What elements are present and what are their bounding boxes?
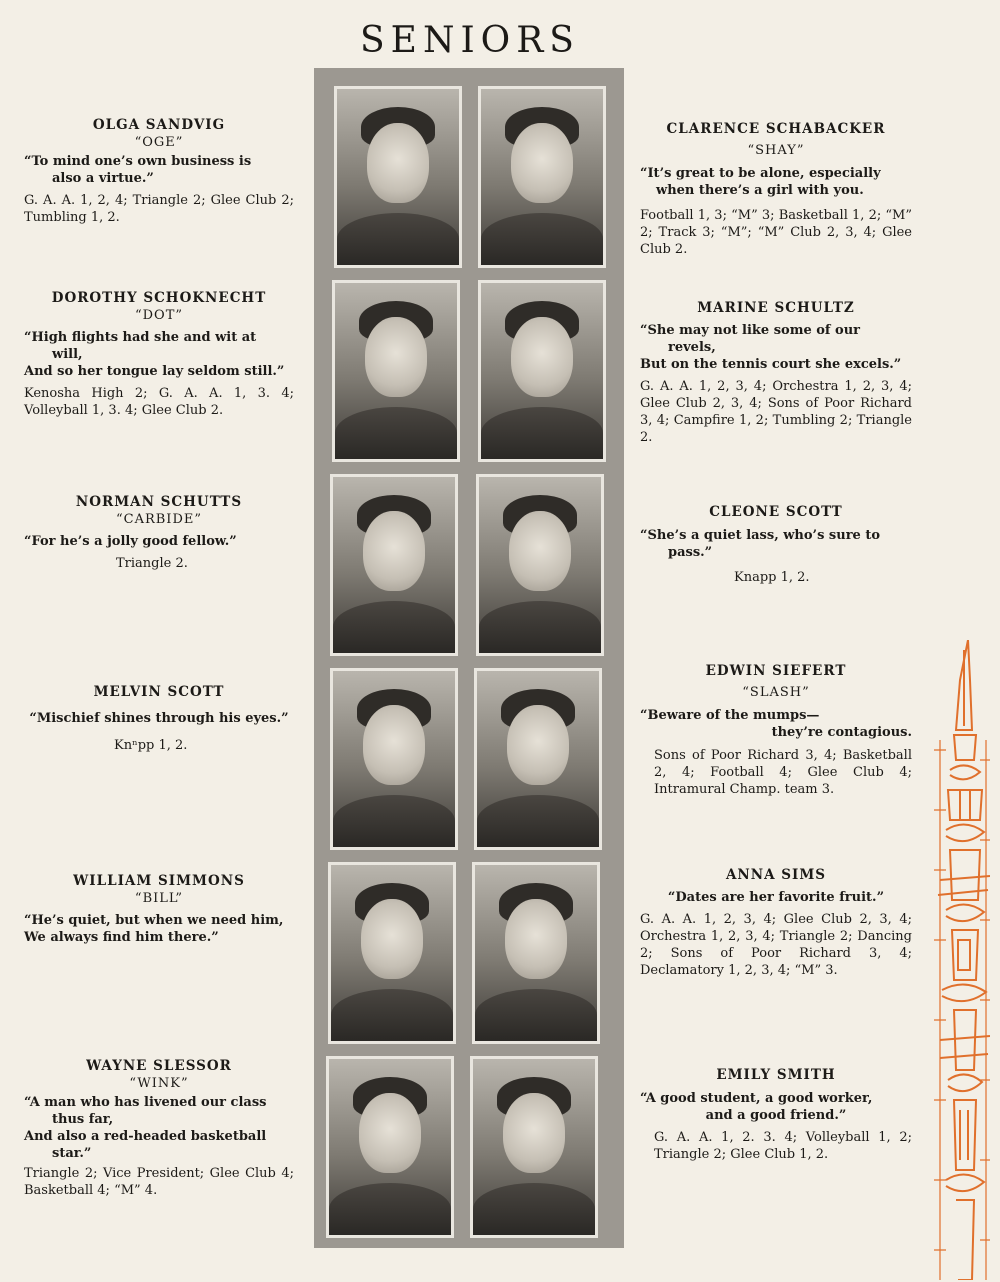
portrait-photo <box>334 86 462 268</box>
senior-activities: Triangle 2; Vice President; Glee Club 4; Basketball 4; “M” 4. <box>24 1166 294 1198</box>
senior-activities: Triangle 2. <box>116 556 188 571</box>
senior-activities: G. A. A. 1, 2, 4; Triangle 2; Glee Club 2; Tumbling 1, 2. <box>24 193 294 225</box>
portrait-photo <box>330 668 458 850</box>
senior-name: NORMAN SCHUTTS <box>75 494 243 510</box>
senior-entry <box>640 1067 912 1163</box>
senior-nickname: “SHAY” <box>747 143 805 158</box>
senior-activities: Kenosha High 2; G. A. A. 1, 3. 4; Volleyball 1, 3. 4; Glee Club 2. <box>24 386 294 418</box>
senior-entry <box>640 867 912 979</box>
senior-entry <box>640 121 912 258</box>
senior-quote: “A good student, a good worker, and a good friend.” <box>640 1091 873 1123</box>
senior-entry <box>24 1058 294 1199</box>
senior-entry <box>24 494 294 572</box>
senior-quote: “It’s great to be alone, especially when there’s a girl with you. <box>640 166 881 198</box>
senior-activities: Knⁿpp 1, 2. <box>114 738 188 753</box>
senior-name: EMILY SMITH <box>716 1067 836 1083</box>
senior-quote: “For he’s a jolly good fellow.” <box>24 534 237 549</box>
portrait-photo <box>476 474 604 656</box>
senior-entry <box>640 663 912 798</box>
senior-name: ANNA SIMS <box>725 867 827 883</box>
portrait-photo <box>332 280 460 462</box>
senior-name: DOROTHY SCHOKNECHT <box>51 290 267 306</box>
photo-strip <box>314 68 624 1248</box>
senior-name: CLEONE SCOTT <box>709 504 843 520</box>
senior-nickname: “CARBIDE” <box>115 512 203 527</box>
senior-entry <box>640 504 912 586</box>
senior-entry <box>24 290 294 419</box>
senior-activities: G. A. A. 1, 2, 3, 4; Orchestra 1, 2, 3, 4; Glee Club 2, 3, 4; Sons of Poor Richard 3, 4; Campfire 1, 2; Tumbling 2; Triangle 2. <box>640 379 912 445</box>
senior-activities: Football 1, 3; “M” 3; Basketball 1, 2; “M” 2; Track 3; “M”; “M” Club 2, 3, 4; Glee Club 2. <box>640 208 912 257</box>
senior-quote: “To mind one’s own business is also a virtue.” <box>24 154 252 186</box>
senior-entry <box>24 684 294 754</box>
senior-name: WILLIAM SIMMONS <box>73 873 245 889</box>
senior-nickname: “BILL” <box>134 891 184 906</box>
senior-activities: Knapp 1, 2. <box>734 570 810 585</box>
senior-nickname: “SLASH” <box>742 685 810 700</box>
senior-activities: G. A. A. 1, 2, 3, 4; Glee Club 2, 3, 4; Orchestra 1, 2, 3, 4; Triangle 2; Dancing 2; Sons of Poor Richard 3, 4; Declamatory 1, 2, 3, 4; “M” 3. <box>640 912 912 978</box>
senior-quote: “She may not like some of our revels, But on the tennis court she excels.” <box>640 323 902 372</box>
pen-ornament-decoration <box>910 640 990 1280</box>
senior-activities: G. A. A. 1, 2. 3. 4; Volleyball 1, 2; Triangle 2; Glee Club 1, 2. <box>654 1130 912 1162</box>
senior-name: OLGA SANDVIG <box>92 117 226 133</box>
senior-quote: “Mischief shines through his eyes.” <box>29 711 289 726</box>
senior-entry <box>640 300 912 446</box>
portrait-photo <box>478 86 606 268</box>
portrait-photo <box>474 668 602 850</box>
page-title: SENIORS <box>360 20 580 61</box>
portrait-photo <box>472 862 600 1044</box>
senior-name: EDWIN SIEFERT <box>705 663 847 679</box>
portrait-photo <box>330 474 458 656</box>
senior-name: CLARENCE SCHABACKER <box>666 121 886 137</box>
senior-activities: Sons of Poor Richard 3, 4; Basketball 2, 4; Football 4; Glee Club 4; Intramural Champ. team 3. <box>654 748 912 797</box>
senior-quote: “Beware of the mumps— they’re contagious. <box>640 708 912 740</box>
senior-quote: “High flights had she and wit at will, And so her tongue lay seldom still.” <box>24 330 285 379</box>
senior-quote: “Dates are her favorite fruit.” <box>667 890 885 905</box>
senior-quote: “He’s quiet, but when we need him, We always find him there.” <box>24 913 284 945</box>
senior-nickname: “OGE” <box>134 135 184 150</box>
senior-name: MARINE SCHULTZ <box>697 300 855 316</box>
senior-name: WAYNE SLESSOR <box>86 1058 232 1074</box>
senior-entry <box>24 117 294 226</box>
senior-nickname: “DOT” <box>134 308 184 323</box>
senior-name: MELVIN SCOTT <box>93 684 225 700</box>
senior-entry <box>24 873 294 946</box>
portrait-photo <box>326 1056 454 1238</box>
portrait-photo <box>478 280 606 462</box>
portrait-photo <box>470 1056 598 1238</box>
portrait-photo <box>328 862 456 1044</box>
senior-quote: “She’s a quiet lass, who’s sure to pass.” <box>640 528 881 560</box>
senior-nickname: “WINK” <box>129 1076 189 1091</box>
senior-quote: “A man who has livened our class thus far, And also a red-headed basketball star.” <box>24 1095 267 1161</box>
